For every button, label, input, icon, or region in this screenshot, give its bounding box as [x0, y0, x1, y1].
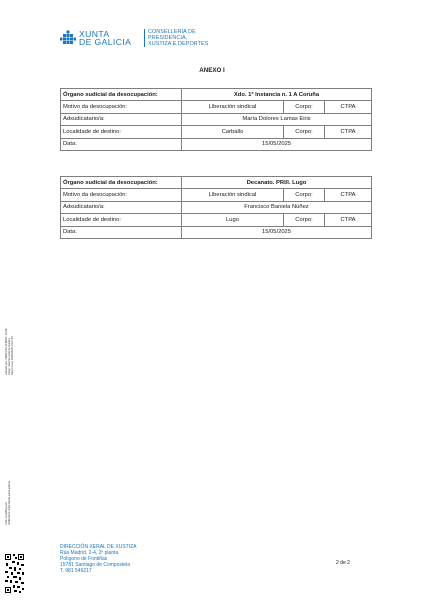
organ-label: Órgano xudicial da desocupación: [61, 89, 182, 101]
dept-line1: CONSELLERÍA DE [148, 28, 196, 35]
assignee-value: Francisco Baniela Núñez [182, 201, 372, 213]
signature-line2: Cargo: Xerente xeral de Xustiza [8, 338, 11, 375]
assignment-table-1 [60, 88, 372, 151]
dept-line2: PRESIDENCIA, [148, 34, 188, 41]
assignee-label: Adxudicatario/a: [61, 113, 182, 125]
corps-label: Corpo: [284, 189, 325, 201]
logo-wordmark [79, 30, 141, 47]
date-value: 15/05/2025 [182, 138, 372, 150]
signature-line3: Data e hora: 30/05/2025 14:37:45 [11, 336, 14, 375]
corps-label: Corpo: [284, 101, 325, 113]
locality-value: Carballo [182, 126, 284, 138]
locality-label: Localidade de destino: [61, 126, 182, 138]
table-row [61, 138, 372, 150]
reason-value: Liberación sindical [182, 189, 284, 201]
page-number: 2 de 2 [336, 560, 350, 566]
table-row [61, 226, 372, 238]
xunta-logo [60, 27, 208, 49]
xunta-cross-icon [60, 30, 76, 46]
footer-address2: Polígono de Fontiñas [60, 555, 108, 562]
table-row [61, 101, 372, 113]
locality-value: Lugo [182, 214, 284, 226]
organ-value: Xdo. 1ª Instancia n. 1 A Coruña [182, 89, 372, 101]
assignment-table-2 [60, 176, 372, 239]
logo-line2: DE GALICIA [79, 37, 132, 47]
footer-phone: T. 981 546217 [60, 567, 92, 574]
table-row [61, 126, 372, 138]
table-row [61, 189, 372, 201]
corps-label: Corpo: [284, 214, 325, 226]
dept-line3: XUSTIZA E DEPORTES [148, 41, 209, 48]
footer-address [60, 545, 137, 575]
department-name [148, 29, 208, 48]
organ-label: Órgano xudicial da desocupación: [61, 177, 182, 189]
date-label: Data: [61, 226, 182, 238]
verification-line2: Verificación: https://sede.xunta.gal/cve [8, 480, 11, 525]
assignee-label: Adxudicatario/a: [61, 201, 182, 213]
date-value: 15/05/2025 [182, 226, 372, 238]
corps-label: Corpo: [284, 126, 325, 138]
corps-value: CTPA [325, 101, 372, 113]
table-row [61, 89, 372, 101]
date-label: Data: [61, 138, 182, 150]
reason-label: Motivo da desocupación: [61, 101, 182, 113]
logo-line1: XUNTA [79, 28, 110, 39]
locality-label: Localidade de destino: [61, 214, 182, 226]
signature-line1: Asinado por: TERROSO ALBERT, JOSE [5, 328, 8, 375]
qr-code-icon [4, 553, 25, 594]
logo-divider [144, 29, 145, 47]
reason-value: Liberación sindical [182, 101, 284, 113]
table-row [61, 201, 372, 213]
signature-stamp [5, 328, 14, 375]
organ-value: Decanato. PRI/I. Lugo [182, 177, 372, 189]
verification-line1: CVE: xwq49rLpow2 [5, 502, 8, 525]
corps-value: CTPA [325, 126, 372, 138]
footer-address3: 15781 Santiago de Compostela [60, 561, 131, 568]
footer-address1: Rúa Madrid, 2-4, 2ª planta [60, 549, 119, 556]
reason-label: Motivo da desocupación: [61, 189, 182, 201]
table-row [61, 113, 372, 125]
corps-value: CTPA [325, 214, 372, 226]
page-title: ANEXO I [199, 67, 225, 74]
table-row [61, 177, 372, 189]
corps-value: CTPA [325, 189, 372, 201]
table-row [61, 214, 372, 226]
verification-stamp [5, 481, 11, 525]
assignee-value: María Dolores Lamas Eiris [182, 113, 372, 125]
footer-org: DIRECCIÓN XERAL DE XUSTIZA [60, 544, 137, 550]
